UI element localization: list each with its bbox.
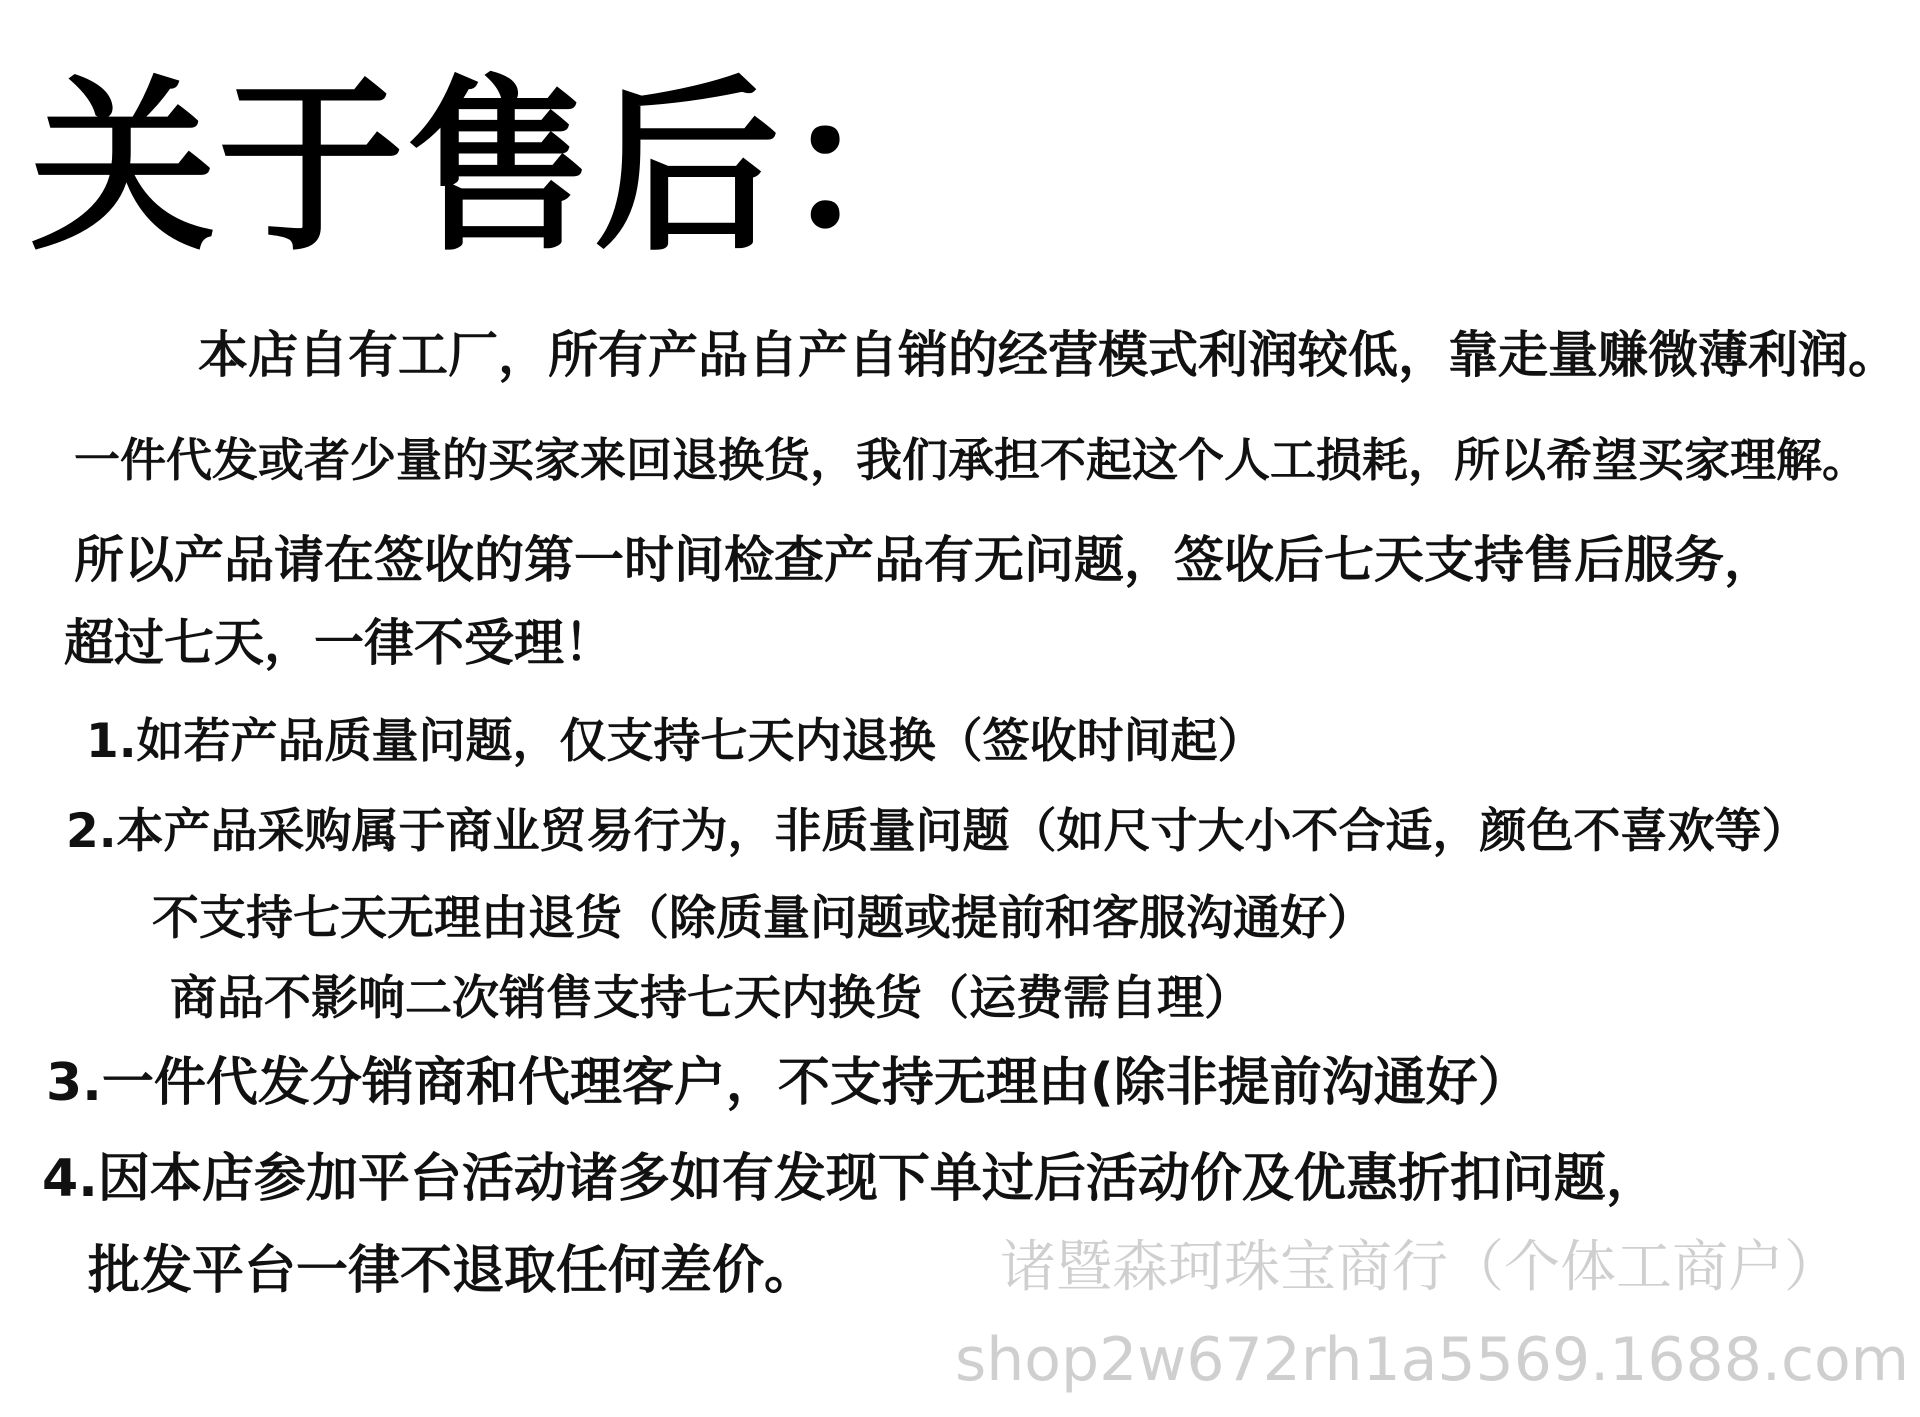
rule-1-text: 1.如若产品质量问题，仅支持七天内退换（签收时间起） [86, 714, 1265, 769]
rule-4-text: 4.因本店参加平台活动诸多如有发现下单过后活动价及优惠折扣问题， [42, 1149, 1658, 1209]
intro-dropship-text: 一件代发或者少量的买家来回退换货，我们承担不起这个人工损耗，所以希望买家理解。 [74, 433, 1868, 487]
rule-2-text: 2.本产品采购属于商业贸易行为，非质量问题（如尺寸大小不合适，颜色不喜欢等） [66, 804, 1809, 859]
rule-2-detail-exchange: 商品不影响二次销售支持七天内换货（运费需自理） [170, 971, 1251, 1026]
page-title: 关于售后： [30, 59, 971, 276]
rule-2-detail-return: 不支持七天无理由退货（除质量问题或提前和客服沟通好） [152, 891, 1374, 946]
rule-3-text: 3.一件代发分销商和代理客户，不支持无理由(除非提前沟通好） [46, 1053, 1530, 1113]
intro-factory-text: 本店自有工厂，所有产品自产自销的经营模式利润较低，靠走量赚微薄利润。 [198, 326, 1898, 384]
seven-day-limit-text: 超过七天，一律不受理！ [64, 614, 614, 672]
rule-4-detail-text: 批发平台一律不退取任何差价。 [88, 1241, 817, 1301]
watermark-shop-url: shop2w672rh1a5569.1688.com [955, 1325, 1910, 1395]
watermark-shop-name: 诸暨森珂珠宝商行（个体工商户） [1000, 1235, 1840, 1300]
inspection-notice-text: 所以产品请在签收的第一时间检查产品有无问题，签收后七天支持售后服务， [74, 531, 1774, 589]
